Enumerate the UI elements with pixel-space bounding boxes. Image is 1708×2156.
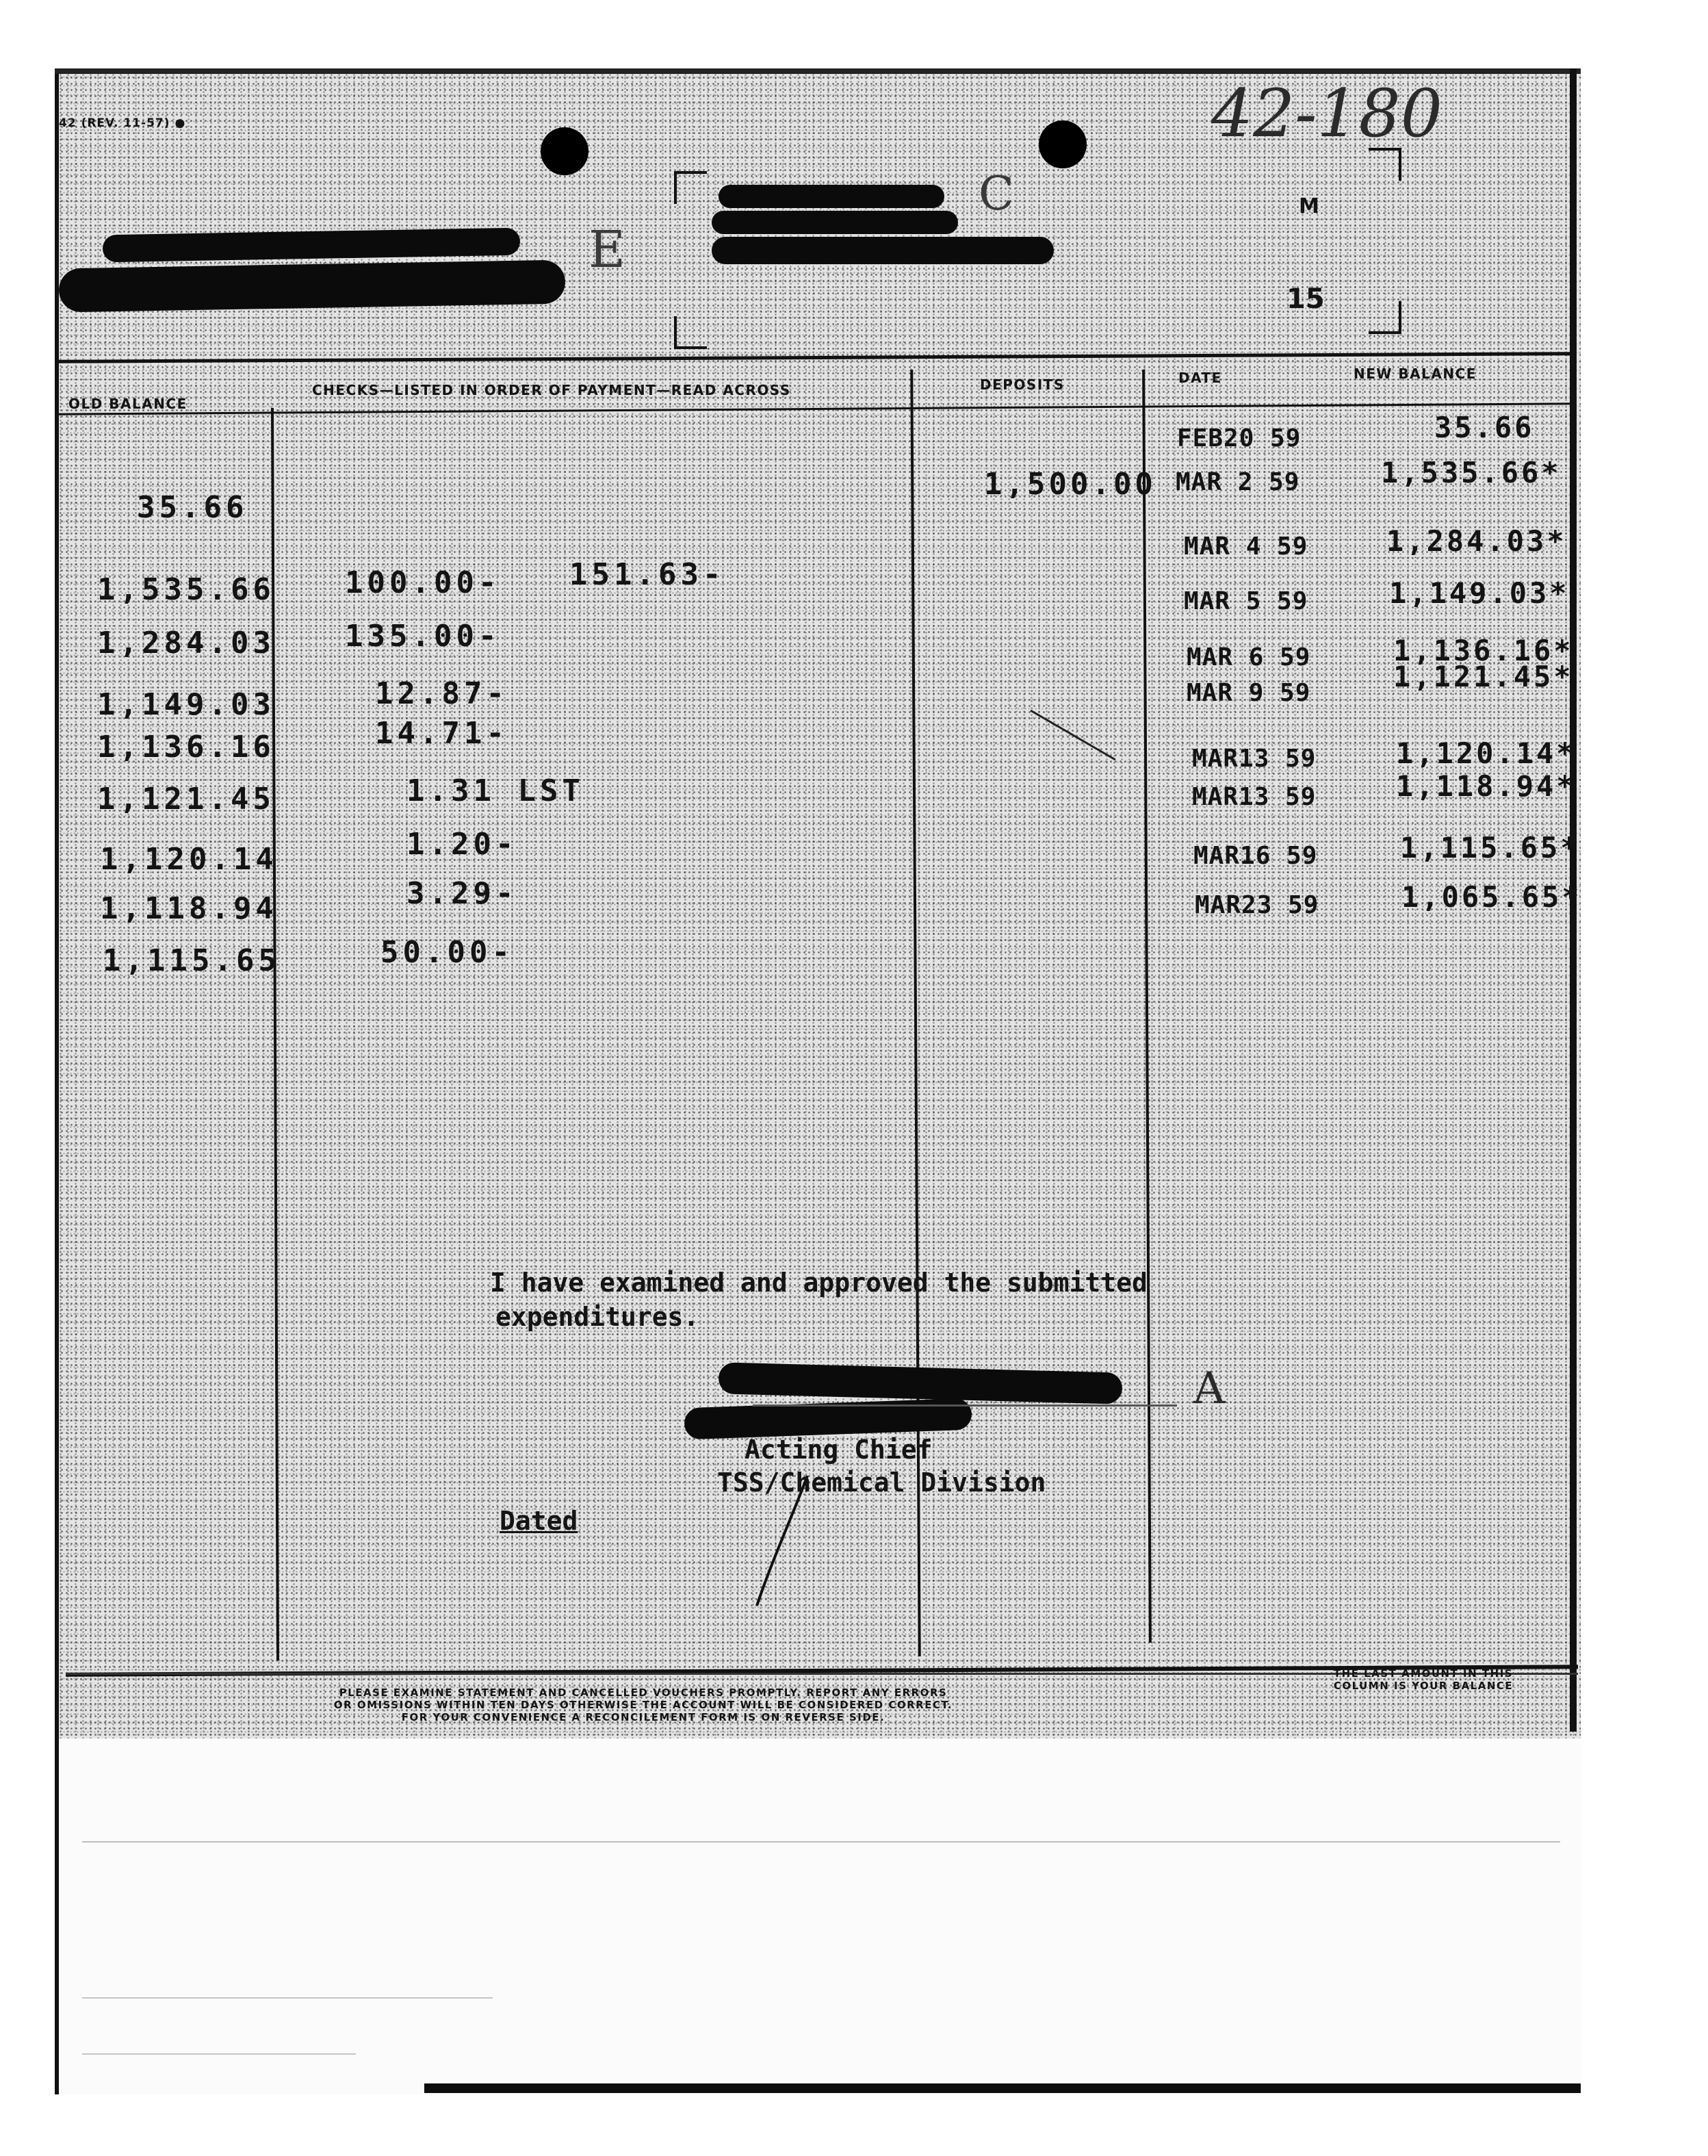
balance-note [1286, 1667, 1560, 1692]
old-balance-value: 35.66 [137, 490, 248, 525]
scan-edge-bottom [424, 2083, 1581, 2093]
redaction-bar [712, 211, 958, 234]
old-balance-value: 1,284.03 [97, 626, 275, 660]
scan-edge-left [55, 68, 59, 2094]
pen-stroke [739, 1472, 814, 1615]
old-balance-value: 1,136.16 [97, 730, 275, 765]
footer-notice-line: PLEASE EXAMINE STATEMENT AND CANCELLED VOUCHERS PROMPTLY. REPORT ANY ERRORS [339, 1686, 948, 1699]
ledger-new-balance: 35.66 [1434, 411, 1535, 444]
address-window-letter-m: M [1299, 194, 1319, 218]
window-corner-br [1369, 301, 1401, 334]
ledger-new-balance: 1,136.16* [1393, 634, 1574, 667]
old-balance-value: 1,115.65 [103, 943, 281, 978]
redaction-bar [58, 260, 565, 313]
approval-statement-continued: expenditures. [495, 1302, 699, 1332]
redaction-bar [712, 237, 1054, 264]
handwritten-reference-number: 42-180 [1211, 75, 1442, 152]
footer-notice [233, 1686, 1054, 1723]
dated-label: Dated [500, 1506, 578, 1536]
old-balance-value: 1,120.14 [100, 842, 278, 877]
window-corner-tr [1369, 148, 1401, 181]
signatory-division: TSS/Chemical Division [717, 1467, 1046, 1498]
ledger-date: MAR 2 59 [1176, 468, 1300, 496]
old-balance-value: 1,118.94 [100, 891, 278, 926]
balance-note-line: THE LAST AMOUNT IN THIS [1333, 1667, 1514, 1680]
check-amount: 14.71- [375, 716, 508, 751]
ledger-new-balance: 1,115.65* [1400, 831, 1581, 864]
check-amount: 3.29- [406, 876, 518, 911]
window-corner-tl [674, 171, 707, 204]
scan-edge-top [55, 68, 1581, 74]
pen-tick-mark [1026, 705, 1122, 767]
deposit-amount: 1,500.00 [984, 467, 1156, 502]
scan-artifact-line [82, 2053, 356, 2055]
ledger-date: MAR 9 59 [1187, 679, 1311, 707]
address-window-letter-c: C [979, 167, 1015, 221]
check-amount: 151.63- [569, 557, 725, 592]
ledger-date: MAR16 59 [1193, 842, 1318, 870]
punch-hole-right [1039, 120, 1087, 168]
form-code: 42 (REV. 11-57) ● [59, 116, 186, 130]
ledger-new-balance: 1,065.65* [1401, 880, 1582, 914]
ledger-date: MAR13 59 [1192, 745, 1317, 773]
check-amount: 12.87- [375, 676, 508, 711]
ledger-new-balance: 1,535.66* [1381, 456, 1562, 489]
check-amount: 135.00- [345, 619, 501, 654]
footer-notice-line: FOR YOUR CONVENIENCE A RECONCILEMENT FORM IS ON REVERSE SIDE. [401, 1711, 885, 1723]
signature-line [753, 1404, 1177, 1407]
punch-hole-left [541, 127, 588, 175]
column-header-date: DATE [1178, 370, 1222, 386]
old-balance-value: 1,121.45 [97, 782, 275, 817]
column-header-deposits: DEPOSITS [980, 376, 1065, 393]
column-header-new-balance: NEW BALANCE [1354, 365, 1477, 382]
blank-lower-margin [55, 1738, 1581, 2094]
ledger-date: MAR23 59 [1195, 891, 1319, 919]
old-balance-value: 1,535.66 [97, 572, 275, 607]
approval-statement: I have examined and approved the submitted [490, 1268, 1148, 1298]
signatory-title: Acting Chief [745, 1435, 933, 1465]
check-amount: 100.00- [345, 565, 501, 600]
ledger-date: MAR 6 59 [1187, 643, 1311, 671]
ledger-date: FEB20 59 [1177, 424, 1302, 452]
column-header-checks: CHECKS—LISTED IN ORDER OF PAYMENT—READ ACROSS [312, 382, 791, 398]
scan-artifact-line [82, 1997, 493, 1999]
address-window-letter-e: E [588, 220, 626, 279]
address-window-number: 15 [1286, 283, 1325, 315]
check-amount: 50.00- [380, 935, 514, 970]
ledger-new-balance: 1,149.03* [1389, 576, 1570, 610]
ledger-new-balance: 1,121.45* [1393, 660, 1574, 693]
scan-artifact-line [82, 1841, 1560, 1843]
balance-note-line: COLUMN IS YOUR BALANCE [1333, 1680, 1514, 1692]
ledger-date: MAR 4 59 [1184, 532, 1308, 561]
handwritten-initial: A [1193, 1363, 1226, 1414]
ledger-date: MAR 5 59 [1184, 587, 1308, 615]
redaction-bar [719, 185, 944, 208]
ledger-new-balance: 1,118.94* [1396, 769, 1577, 803]
check-amount: 1.20- [406, 827, 518, 862]
check-amount: 1.31 LST [406, 773, 584, 808]
ledger-new-balance: 1,120.14* [1396, 736, 1577, 770]
window-corner-bl [674, 316, 707, 349]
ledger-new-balance: 1,284.03* [1386, 524, 1567, 558]
column-header-old-balance: OLD BALANCE [68, 396, 187, 412]
old-balance-value: 1,149.03 [97, 687, 275, 722]
ledger-date: MAR13 59 [1192, 783, 1317, 811]
footer-notice-line: OR OMISSIONS WITHIN TEN DAYS OTHERWISE THE ACCOUNT WILL BE CONSIDERED CORRECT. [333, 1699, 953, 1711]
